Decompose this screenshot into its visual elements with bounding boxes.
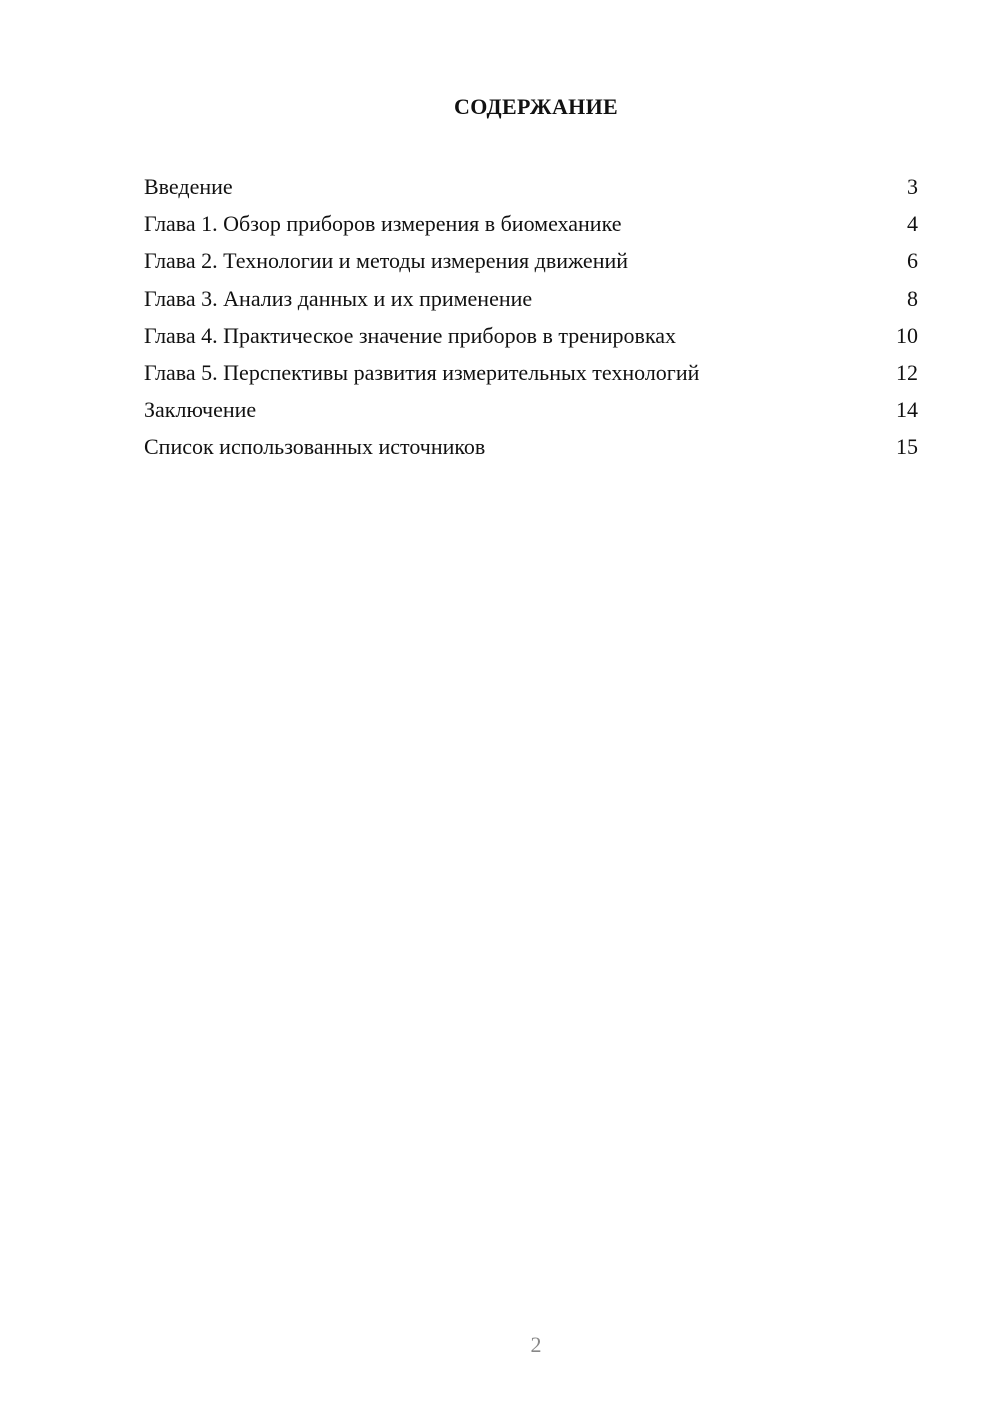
toc-entry-references — [144, 428, 918, 465]
toc-entry-chapter-1 — [144, 205, 918, 242]
toc-entry-label: Глава 4. Практическое значение приборов в тренировках — [144, 322, 677, 348]
page-title: СОДЕРЖАНИЕ — [454, 94, 618, 119]
toc-entry-label: Список использованных источников — [144, 434, 486, 460]
toc-entry-page: 4 — [907, 211, 918, 237]
toc-entry-page: 6 — [907, 248, 918, 274]
table-of-contents — [144, 168, 918, 466]
toc-entry-chapter-5 — [144, 354, 918, 391]
toc-entry-page: 14 — [896, 397, 918, 423]
toc-entry-label: Заключение — [144, 397, 257, 423]
toc-entry-chapter-3 — [144, 280, 918, 317]
toc-entry-label: Глава 3. Анализ данных и их применение — [144, 285, 533, 311]
toc-entry-chapter-2 — [144, 242, 918, 279]
page-number: 2 — [530, 1332, 542, 1357]
toc-entry-page: 8 — [907, 285, 918, 311]
toc-entry-chapter-4 — [144, 317, 918, 354]
toc-entry-page: 10 — [896, 322, 918, 348]
toc-entry-conclusion — [144, 391, 918, 428]
toc-entry-label: Глава 1. Обзор приборов измерения в биомеханике — [144, 211, 622, 237]
toc-entry-label: Глава 5. Перспективы развития измерительных технологий — [144, 359, 700, 385]
toc-entry-page: 15 — [896, 434, 918, 460]
toc-entry-page: 12 — [896, 359, 918, 385]
toc-entry-label: Введение — [144, 174, 233, 199]
toc-entry-page: 3 — [907, 174, 918, 199]
toc-entry-label: Глава 2. Технологии и методы измерения движений — [144, 248, 629, 274]
toc-entry-introduction — [144, 168, 918, 205]
